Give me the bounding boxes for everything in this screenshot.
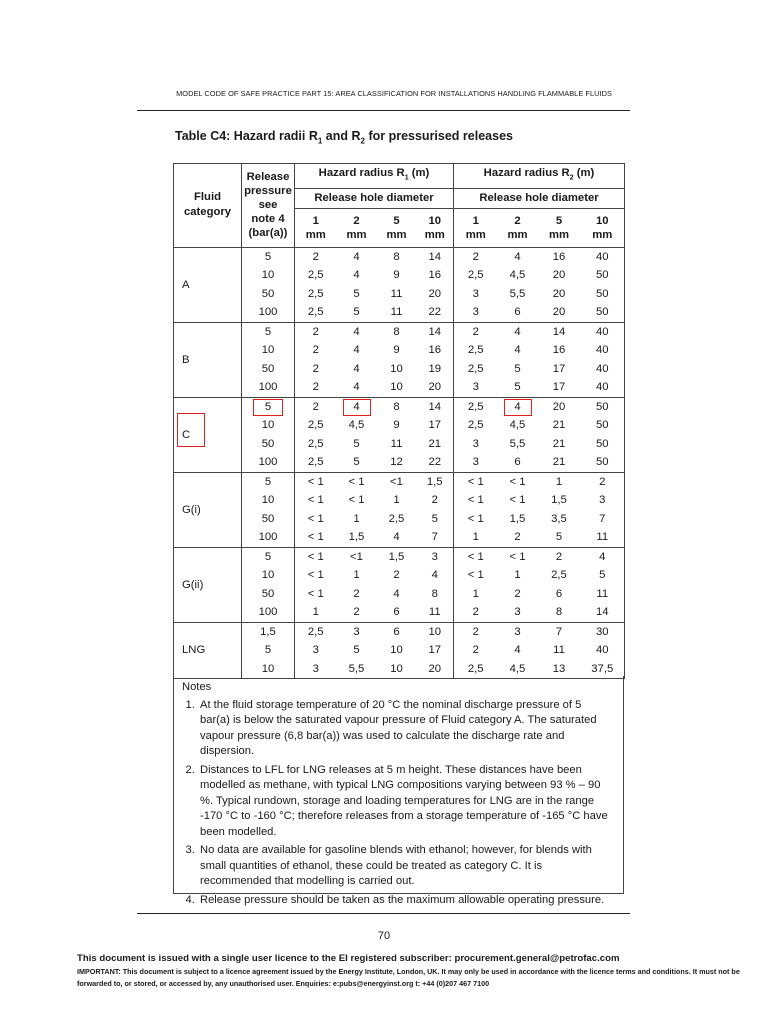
hazard-radius-cell: 1	[454, 528, 498, 547]
hazard-radius-cell: 5	[337, 453, 377, 472]
hazard-radius-cell: 11	[581, 585, 625, 604]
hazard-radius-cell: <1	[377, 472, 417, 491]
hazard-radius-cell: 21	[552, 419, 566, 432]
fluid-category-cell: G(i)	[174, 472, 242, 547]
hazard-radius-cell	[337, 397, 377, 416]
hazard-radius-cell: 10	[390, 644, 403, 657]
hazard-radius-cell: 5,5	[337, 660, 377, 679]
hazard-radius-cell: 17	[417, 641, 454, 660]
hazard-radius-cell: 4	[514, 344, 521, 357]
hazard-radius-cell: < 1	[348, 494, 365, 507]
header-rule	[137, 110, 630, 111]
hazard-radius-cell: 22	[417, 303, 454, 322]
hazard-radius-cell: 2,5	[454, 341, 498, 360]
hazard-radius-cell: 14	[417, 322, 454, 341]
hazard-radii-table	[173, 163, 625, 679]
release-pressure-cell: 5	[242, 322, 295, 341]
table-row	[174, 641, 625, 660]
hazard-radius-cell: 1,5	[337, 528, 377, 547]
hazard-radius-cell: 40	[581, 641, 625, 660]
running-header: MODEL CODE OF SAFE PRACTICE PART 15: AREA CLASSIFICATION FOR INSTALLATIONS HANDLING FLAMMABLE FLUIDS	[176, 89, 612, 98]
hazard-radius-cell: 9	[393, 269, 400, 282]
hazard-radius-cell: 2	[454, 622, 498, 641]
hazard-radius-cell: < 1	[295, 491, 337, 510]
hazard-radius-cell: 40	[581, 247, 625, 266]
table-row	[174, 547, 625, 566]
footer-rule	[137, 913, 630, 914]
hazard-radius-cell: 40	[581, 378, 625, 397]
release-pressure-cell: 100	[242, 603, 295, 622]
hazard-radius-cell: 8	[377, 247, 417, 266]
note-item: 2. Distances to LFL for LNG releases at 5 m height. These distances have been modelled as methane, with typical LNG compositions varying between 93 % – 90 %. Typical rundown, storage and loading temperatures for LNG are in the range -170 °C to -160 °C; therefore releases from a storage temperature of -165 °C have been modelled.	[198, 763, 613, 841]
hazard-radius-cell: 4,5	[509, 419, 526, 432]
release-pressure-cell: 100	[242, 528, 295, 547]
hazard-radius-cell: 20	[552, 269, 566, 282]
hazard-radius-cell: 8	[377, 322, 417, 341]
hazard-radius-cell: 2,5	[454, 266, 498, 285]
hazard-radius-cell: 8	[417, 585, 454, 604]
table-title: Table C4: Hazard radii $R_1$ and $R_2$ for pressurised releases	[175, 129, 513, 146]
hazard-radius-cell: 40	[581, 322, 625, 341]
hazard-radius-cell: 20	[538, 397, 581, 416]
hazard-radius-cell: 2	[295, 360, 337, 379]
hazard-radius-cell: 6	[498, 303, 538, 322]
hazard-radius-cell: 16	[417, 266, 454, 285]
hazard-radius-cell: 14	[417, 247, 454, 266]
hazard-radius-cell: 4	[337, 322, 377, 341]
hazard-radius-cell: < 1	[295, 528, 337, 547]
hazard-radius-cell: 30	[581, 622, 625, 641]
hazard-radius-cell: 3	[581, 491, 625, 510]
table-row	[174, 472, 625, 491]
hazard-radius-cell: 50	[581, 285, 625, 304]
hazard-radius-cell: 2	[393, 569, 400, 582]
header-hole-size: 2 mm	[337, 208, 377, 247]
hazard-radius-cell: 2	[295, 378, 337, 397]
header-hole-size: 10 mm	[581, 208, 625, 247]
hazard-radius-cell: 4,5	[509, 269, 526, 282]
header-hazard-radius-r2: Hazard radius $R_2$ (m)	[454, 164, 625, 189]
hazard-radius-cell: 2,5	[388, 512, 405, 525]
hazard-radius-cell: 2	[295, 322, 337, 341]
hazard-radius-cell: 40	[581, 341, 625, 360]
notes-box	[173, 676, 624, 906]
hazard-radius-cell: 5	[353, 644, 360, 657]
hazard-radius-cell: 6	[377, 603, 417, 622]
note-item: 4. Release pressure should be taken as the maximum allowable operating pressure.	[198, 893, 613, 909]
hazard-radius-cell: 16	[417, 341, 454, 360]
header-hole-size: 2 mm	[498, 208, 538, 247]
release-pressure-cell: 5	[242, 247, 295, 266]
category-c-highlight	[177, 413, 205, 447]
licence-notice	[77, 953, 757, 990]
hazard-radius-cell: 1,5	[551, 494, 567, 507]
hazard-radius-cell: 1	[353, 569, 360, 582]
fluid-category-cell: A	[174, 247, 242, 322]
hazard-radius-cell: 2	[295, 397, 337, 416]
table-row	[174, 360, 625, 379]
release-pressure-cell: 100	[242, 303, 295, 322]
hazard-radius-cell: < 1	[295, 547, 337, 566]
hazard-radius-cell: 50	[581, 453, 625, 472]
hazard-radius-cell: 2	[353, 587, 360, 600]
hazard-radius-cell: 37,5	[581, 660, 625, 679]
release-pressure-cell: 50	[242, 360, 295, 379]
note-item: 3. No data are available for gasoline blends with ethanol; however, for blends with small quantities of ethanol, these could be treated as category C. It is recommended that modelling is carried out.	[198, 843, 613, 890]
hazard-radius-cell: 21	[552, 437, 566, 450]
table-row	[174, 528, 625, 547]
hazard-radius-cell: 3	[454, 453, 498, 472]
table-row	[174, 491, 625, 510]
hazard-radius-cell: 1,5	[417, 472, 454, 491]
release-pressure-cell: 50	[242, 435, 295, 454]
hazard-radius-cell: 16	[552, 344, 566, 357]
hazard-radius-cell: 10	[417, 622, 454, 641]
hazard-radius-cell: < 1	[454, 491, 498, 510]
hazard-radius-cell: 2,5	[454, 416, 498, 435]
hazard-radius-cell: 4,5	[498, 660, 538, 679]
hazard-radius-cell: 20	[417, 660, 454, 679]
hazard-radius-cell: 7	[417, 528, 454, 547]
header-hole-size: 5 mm	[538, 208, 581, 247]
hazard-radius-cell: 3	[454, 303, 498, 322]
release-pressure-cell: 5	[242, 472, 295, 491]
hazard-radius-cell: 17	[538, 378, 581, 397]
hazard-radius-cell: 6	[377, 622, 417, 641]
table-row	[174, 397, 625, 416]
table-row	[174, 247, 625, 266]
release-pressure-cell: 100	[242, 453, 295, 472]
hazard-radius-cell: 4	[337, 378, 377, 397]
hazard-radius-cell: 2,5	[454, 360, 498, 379]
hazard-radius-cell: < 1	[498, 547, 538, 566]
hazard-radius-cell: < 1	[454, 566, 498, 585]
hazard-radius-cell: 1	[295, 603, 337, 622]
licence-line: This document is issued with a single user licence to the EI registered subscriber: procurement.general@petrofac.com	[77, 953, 620, 964]
hazard-radius-cell: 2,5	[295, 416, 337, 435]
hazard-radius-cell: 3	[454, 378, 498, 397]
release-pressure-cell: 50	[242, 585, 295, 604]
hazard-radius-cell: 3	[498, 603, 538, 622]
hazard-radius-cell: 5	[538, 528, 581, 547]
hazard-radius-cell: 19	[417, 360, 454, 379]
header-hazard-radius-r1: Hazard radius $R_1$ (m)	[295, 164, 454, 189]
hazard-radius-cell: 11	[553, 644, 565, 657]
important-notice: IMPORTANT: This document is subject to a licence agreement issued by the Energy Institute, London, UK. It may only be used in accordance with the licence terms and conditions. It must not be forwarded to, or stored, or accessed by, any unauthorised user. Enquiries: e:pubs@energyinst.org t: +44 (0)207 467 7100	[77, 967, 740, 988]
table-row	[174, 435, 625, 454]
hazard-radius-cell: < 1	[295, 566, 337, 585]
hazard-radius-cell: 2	[454, 603, 498, 622]
hazard-radius-cell: 1	[454, 585, 498, 604]
hazard-radius-cell: 4	[353, 344, 360, 357]
hazard-radius-cell: 5,5	[509, 287, 526, 300]
hazard-radius-cell: 10	[377, 660, 417, 679]
hazard-radius-cell: < 1	[295, 510, 337, 529]
hazard-radius-cell: 2,5	[454, 660, 498, 679]
table-row	[174, 566, 625, 585]
table-row	[174, 322, 625, 341]
hazard-radius-cell: 21	[538, 453, 581, 472]
header-hole-diameter-r2: Release hole diameter	[454, 188, 625, 208]
release-pressure-cell: 10	[242, 566, 295, 585]
hazard-radius-cell: 5	[498, 378, 538, 397]
header-hole-size: 5 mm	[377, 208, 417, 247]
hazard-radius-cell: 2	[514, 587, 521, 600]
table-row	[174, 378, 625, 397]
note-item: 1. At the fluid storage temperature of 20 °C the nominal discharge pressure of 5 bar(a) is below the saturated vapour pressure of Fluid category A. The saturated vapour pressure (6,8 bar(a)) was used to calculate the discharge rate and dispersion.	[198, 698, 613, 760]
hazard-radius-cell: 3	[417, 547, 454, 566]
hazard-radius-cell: 9	[393, 344, 400, 357]
highlighted-value: 4	[504, 399, 532, 416]
hazard-radius-cell: 21	[417, 435, 454, 454]
hazard-radius-cell: < 1	[337, 472, 377, 491]
fluid-category-cell: LNG	[174, 622, 242, 679]
hazard-radius-cell: 50	[581, 266, 625, 285]
release-pressure-cell: 5	[242, 641, 295, 660]
hazard-radius-cell: 20	[417, 378, 454, 397]
header-hole-diameter-r1: Release hole diameter	[295, 188, 454, 208]
fluid-category-cell: C	[174, 397, 242, 472]
hazard-radius-cell: < 1	[295, 585, 337, 604]
hazard-radius-cell: 17	[552, 362, 566, 375]
hazard-radius-cell: 11	[390, 437, 403, 450]
hazard-radius-cell: 2	[417, 491, 454, 510]
hazard-radius-cell: 5,5	[509, 437, 526, 450]
hazard-radius-cell: 5	[581, 566, 625, 585]
hazard-radius-cell: 2,5	[295, 266, 337, 285]
hazard-radius-cell: < 1	[454, 510, 498, 529]
release-pressure-cell	[242, 397, 295, 416]
hazard-radius-cell: 2	[295, 341, 337, 360]
hazard-radius-cell: 5	[417, 510, 454, 529]
hazard-radius-cell: 2,5	[454, 397, 498, 416]
header-hole-size: 10 mm	[417, 208, 454, 247]
table-row	[174, 510, 625, 529]
hazard-radius-cell: 1	[514, 569, 521, 582]
hazard-radius-cell: 1,5	[509, 512, 526, 525]
hazard-radius-cell: 4	[498, 247, 538, 266]
hazard-radius-cell: 5	[353, 437, 360, 450]
hazard-radius-cell: < 1	[454, 472, 498, 491]
hazard-radius-cell: 11	[417, 603, 454, 622]
hazard-radius-cell: 1,5	[377, 547, 417, 566]
hazard-radius-cell: 20	[538, 303, 581, 322]
hazard-radius-cell: 2	[295, 247, 337, 266]
header-release-pressure: Release pressure see note 4 (bar(a))	[242, 164, 295, 248]
release-pressure-cell: 10	[242, 341, 295, 360]
page-number: 70	[377, 930, 391, 942]
fluid-category-cell: G(ii)	[174, 547, 242, 622]
table-row	[174, 303, 625, 322]
hazard-radius-cell: 3	[454, 435, 498, 454]
header-hole-size: 1 mm	[295, 208, 337, 247]
hazard-radius-cell: 16	[538, 247, 581, 266]
hazard-radius-cell: 2	[337, 603, 377, 622]
hazard-radius-cell: 12	[377, 453, 417, 472]
release-pressure-cell: 10	[242, 416, 295, 435]
hazard-radius-cell: < 1	[509, 494, 526, 507]
hazard-radius-cell: 50	[581, 435, 625, 454]
hazard-radius-cell: 40	[581, 360, 625, 379]
hazard-radius-cell: 4	[353, 269, 360, 282]
hazard-radius-cell: 5	[514, 362, 521, 375]
hazard-radius-cell: 2,5	[295, 622, 337, 641]
release-pressure-cell: 50	[242, 285, 295, 304]
hazard-radius-cell: 2	[581, 472, 625, 491]
hazard-radius-cell: 2,5	[295, 453, 337, 472]
table-row	[174, 416, 625, 435]
hazard-radius-cell: 14	[538, 322, 581, 341]
hazard-radius-cell: 3	[295, 641, 337, 660]
release-pressure-cell: 50	[242, 510, 295, 529]
hazard-radius-cell: < 1	[498, 472, 538, 491]
hazard-radius-cell: < 1	[454, 547, 498, 566]
hazard-radius-cell: 3,5	[551, 512, 567, 525]
hazard-radius-cell: 20	[552, 287, 566, 300]
hazard-radius-cell: 2,5	[295, 285, 337, 304]
hazard-radius-cell: 2,5	[295, 303, 337, 322]
hazard-radius-cell: 2	[454, 247, 498, 266]
fluid-category-cell: B	[174, 322, 242, 397]
table-row	[174, 603, 625, 622]
hazard-radius-cell: <1	[337, 547, 377, 566]
hazard-radius-cell: 2	[454, 641, 498, 660]
hazard-radius-cell: 10	[377, 378, 417, 397]
hazard-radius-cell: 50	[581, 397, 625, 416]
hazard-radius-cell: 6	[555, 587, 563, 600]
hazard-radius-cell: 4	[417, 566, 454, 585]
hazard-radius-cell: 4	[353, 362, 360, 375]
release-pressure-cell: 100	[242, 378, 295, 397]
hazard-radius-cell: 50	[581, 416, 625, 435]
hazard-radius-cell	[498, 397, 538, 416]
hazard-radius-cell: 11	[581, 528, 625, 547]
hazard-radius-cell: 11	[377, 303, 417, 322]
hazard-radius-cell: 3	[337, 622, 377, 641]
hazard-radius-cell: 6	[498, 453, 538, 472]
hazard-radius-cell: < 1	[295, 472, 337, 491]
hazard-radius-cell: 11	[390, 287, 403, 300]
hazard-radius-cell: 5	[337, 303, 377, 322]
hazard-radius-cell: 9	[393, 419, 400, 432]
release-pressure-cell: 1,5	[242, 622, 295, 641]
table-row	[174, 585, 625, 604]
hazard-radius-cell: 17	[417, 416, 454, 435]
hazard-radius-cell: 2,5	[295, 435, 337, 454]
hazard-radius-cell: 7	[581, 510, 625, 529]
table-row	[174, 266, 625, 285]
hazard-radius-cell: 10	[390, 362, 403, 375]
hazard-radius-cell: 4	[377, 528, 417, 547]
hazard-radius-cell: 2	[498, 528, 538, 547]
header-hole-size: 1 mm	[454, 208, 498, 247]
highlighted-value: 4	[343, 399, 371, 416]
hazard-radius-cell: 8	[377, 397, 417, 416]
notes-list	[182, 698, 613, 909]
hazard-radius-cell: 8	[538, 603, 581, 622]
table-row	[174, 341, 625, 360]
hazard-radius-cell: 4	[393, 587, 400, 600]
hazard-radius-cell: 50	[581, 303, 625, 322]
hazard-radius-cell: 4	[514, 644, 521, 657]
hazard-radius-cell: 2,5	[551, 569, 567, 582]
table-row	[174, 453, 625, 472]
hazard-radius-cell: 2	[538, 547, 581, 566]
hazard-radius-cell: 4,5	[348, 419, 365, 432]
hazard-radius-cell: 3	[498, 622, 538, 641]
release-pressure-cell: 5	[242, 547, 295, 566]
hazard-radius-cell: 1	[393, 494, 400, 507]
table-row	[174, 285, 625, 304]
header-fluid-category: Fluid category	[174, 164, 242, 248]
hazard-radius-cell: 4	[498, 322, 538, 341]
hazard-radius-cell: 3	[295, 660, 337, 679]
notes-heading: Notes	[182, 681, 212, 693]
hazard-radius-cell: 7	[538, 622, 581, 641]
hazard-radius-cell: 2	[454, 322, 498, 341]
hazard-radius-cell: 1	[538, 472, 581, 491]
release-pressure-cell: 10	[242, 660, 295, 679]
hazard-radius-cell: 4	[337, 247, 377, 266]
release-pressure-cell: 10	[242, 491, 295, 510]
hazard-radius-cell: 22	[417, 453, 454, 472]
hazard-radius-cell: 20	[417, 285, 454, 304]
hazard-radius-cell: 4	[581, 547, 625, 566]
hazard-radius-cell: 14	[581, 603, 625, 622]
highlighted-value: 5	[253, 399, 283, 416]
hazard-radius-cell: 14	[417, 397, 454, 416]
hazard-radius-cell: 13	[538, 660, 581, 679]
hazard-radius-cell: 1	[353, 512, 360, 525]
release-pressure-cell: 10	[242, 266, 295, 285]
table-row	[174, 622, 625, 641]
hazard-radius-cell: 5	[353, 287, 360, 300]
hazard-radius-cell: 3	[454, 285, 498, 304]
